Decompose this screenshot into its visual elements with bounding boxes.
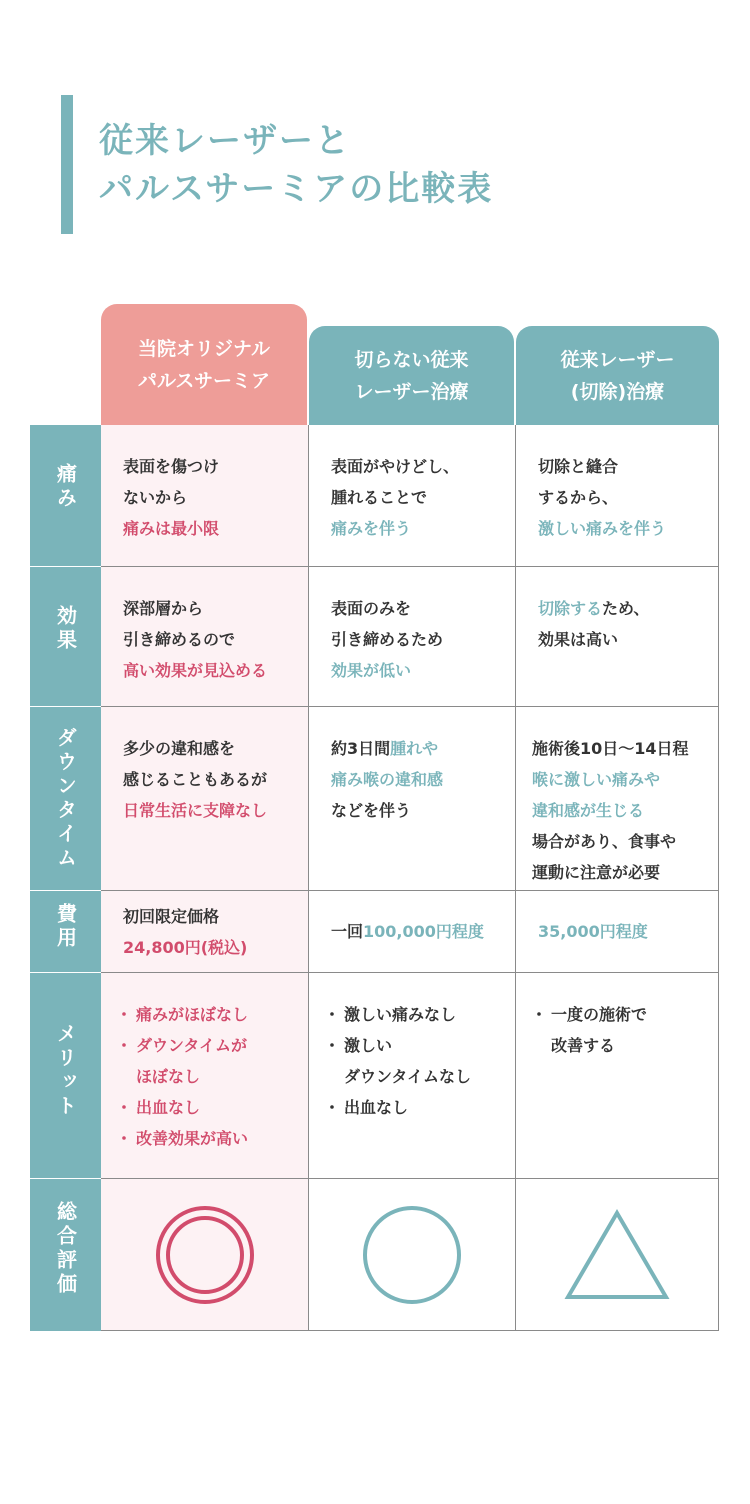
cell-line: するから、	[538, 488, 619, 507]
double-circle-icon	[153, 1203, 257, 1307]
cell-line: 効果は高い	[538, 630, 619, 649]
cell-merit-non-cut	[309, 973, 516, 1179]
list-item: ダウンタイムなし	[344, 1067, 472, 1086]
header-pulse-thermia	[101, 304, 307, 425]
cell-text: ため、	[602, 599, 650, 618]
cell-line: 引き締めるため	[331, 630, 444, 649]
cell-line: 感じることもあるが	[123, 770, 268, 789]
row-label-merit: メリット	[30, 973, 101, 1179]
row-label-downtime: ダウンタイム	[30, 707, 101, 891]
header-line: 従来レーザー	[560, 348, 675, 371]
cell-line: 場合があり、食事や	[532, 832, 677, 851]
cell-highlight: 日常生活に支障なし	[123, 801, 268, 820]
list-item: ほぼなし	[136, 1067, 201, 1086]
row-label-pain: 痛み	[30, 425, 101, 567]
cell-cost-non-cut	[309, 891, 516, 973]
cell-highlight: 腫れや	[390, 739, 439, 758]
cell-highlight: 24,800円(税込)	[123, 938, 248, 957]
list-item: ・ 出血なし	[331, 1092, 515, 1123]
cell-pain-non-cut	[309, 425, 516, 567]
cell-highlight: 痛みは最小限	[123, 519, 220, 538]
list-item: ・ 一度の施術で	[538, 999, 718, 1030]
header-line: パルスサーミア	[137, 369, 271, 392]
list-item: ・ 出血なし	[123, 1092, 308, 1123]
comparison-table	[30, 304, 719, 1331]
cell-pain-cut	[516, 425, 719, 567]
cell-highlight: 喉に激しい痛みや	[532, 770, 661, 789]
cell-highlight: 違和感が生じる	[532, 801, 645, 820]
cell-cost-cut	[516, 891, 719, 973]
cell-downtime-ours	[101, 707, 309, 891]
cell-downtime-non-cut	[309, 707, 516, 891]
cell-line: 表面がやけどし、	[331, 457, 460, 476]
header-cut-laser	[516, 326, 719, 425]
cell-downtime-cut	[516, 707, 719, 891]
cell-line: 切除と縫合	[538, 457, 619, 476]
circle-icon	[361, 1204, 463, 1306]
header-line: 当院オリジナル	[137, 337, 271, 360]
cell-text: 一回	[331, 922, 364, 941]
list-item: ・ 激しい痛みなし	[331, 999, 515, 1030]
triangle-icon	[563, 1207, 671, 1303]
cell-line: 施術後10日〜14日程	[532, 739, 689, 758]
cell-merit-cut	[516, 973, 719, 1179]
list-item: ・ 激しい	[331, 1030, 515, 1061]
cell-highlight: 100,000円程度	[363, 922, 484, 941]
cell-highlight: 痛みを伴う	[331, 519, 412, 538]
cell-highlight: 高い効果が見込める	[123, 661, 268, 680]
cell-line: 運動に注意が必要	[532, 863, 661, 882]
row-label-effect: 効果	[30, 567, 101, 707]
header-non-cut-laser	[309, 326, 514, 425]
title-accent-bar	[61, 95, 73, 234]
cell-highlight: 痛み喉の違和感	[331, 770, 444, 789]
cell-line: 初回限定価格	[123, 907, 220, 926]
header-line: レーザー治療	[354, 380, 469, 403]
cell-effect-non-cut	[309, 567, 516, 707]
cell-overall-non-cut	[309, 1179, 516, 1331]
title-block	[61, 95, 681, 234]
list-item: ・ ダウンタイムが	[123, 1030, 308, 1061]
page-title-line1: 従来レーザーと	[99, 121, 351, 161]
cell-highlight: 切除する	[538, 599, 603, 618]
row-label-cost: 費用	[30, 891, 101, 973]
cell-cost-ours	[101, 891, 309, 973]
header-line: (切除)治療	[570, 380, 665, 403]
cell-overall-ours	[101, 1179, 309, 1331]
cell-highlight: 効果が低い	[331, 661, 412, 680]
cell-effect-cut	[516, 567, 719, 707]
row-label-overall: 総合評価	[30, 1179, 101, 1331]
merit-list	[123, 999, 308, 1154]
cell-line: ないから	[123, 488, 188, 507]
list-item: ・ 痛みがほぼなし	[123, 999, 308, 1030]
merit-list	[538, 999, 718, 1061]
cell-line	[331, 916, 484, 947]
cell-line: 表面を傷つけ	[123, 457, 220, 476]
cell-line: 多少の違和感を	[123, 739, 236, 758]
cell-line: 深部層から	[123, 599, 204, 618]
cell-line	[538, 593, 718, 624]
cell-line: 引き締めるので	[123, 630, 236, 649]
cell-overall-cut	[516, 1179, 719, 1331]
cell-highlight: 35,000円程度	[538, 922, 648, 941]
cell-highlight: 激しい痛みを伴う	[538, 519, 667, 538]
list-item: ・ 改善効果が高い	[123, 1123, 308, 1154]
page-title-line2: パルスサーミアの比較表	[99, 169, 494, 209]
cell-merit-ours	[101, 973, 309, 1179]
list-item: 改善する	[551, 1036, 616, 1055]
cell-effect-ours	[101, 567, 309, 707]
cell-line: 表面のみを	[331, 599, 412, 618]
header-line: 切らない従来	[354, 348, 469, 371]
cell-line: などを伴う	[331, 801, 412, 820]
cell-line: 腫れることで	[331, 488, 428, 507]
page-title	[99, 117, 493, 213]
cell-line	[331, 733, 515, 764]
cell-text: 約3日間	[331, 739, 391, 758]
cell-pain-ours	[101, 425, 309, 567]
merit-list	[331, 999, 515, 1123]
